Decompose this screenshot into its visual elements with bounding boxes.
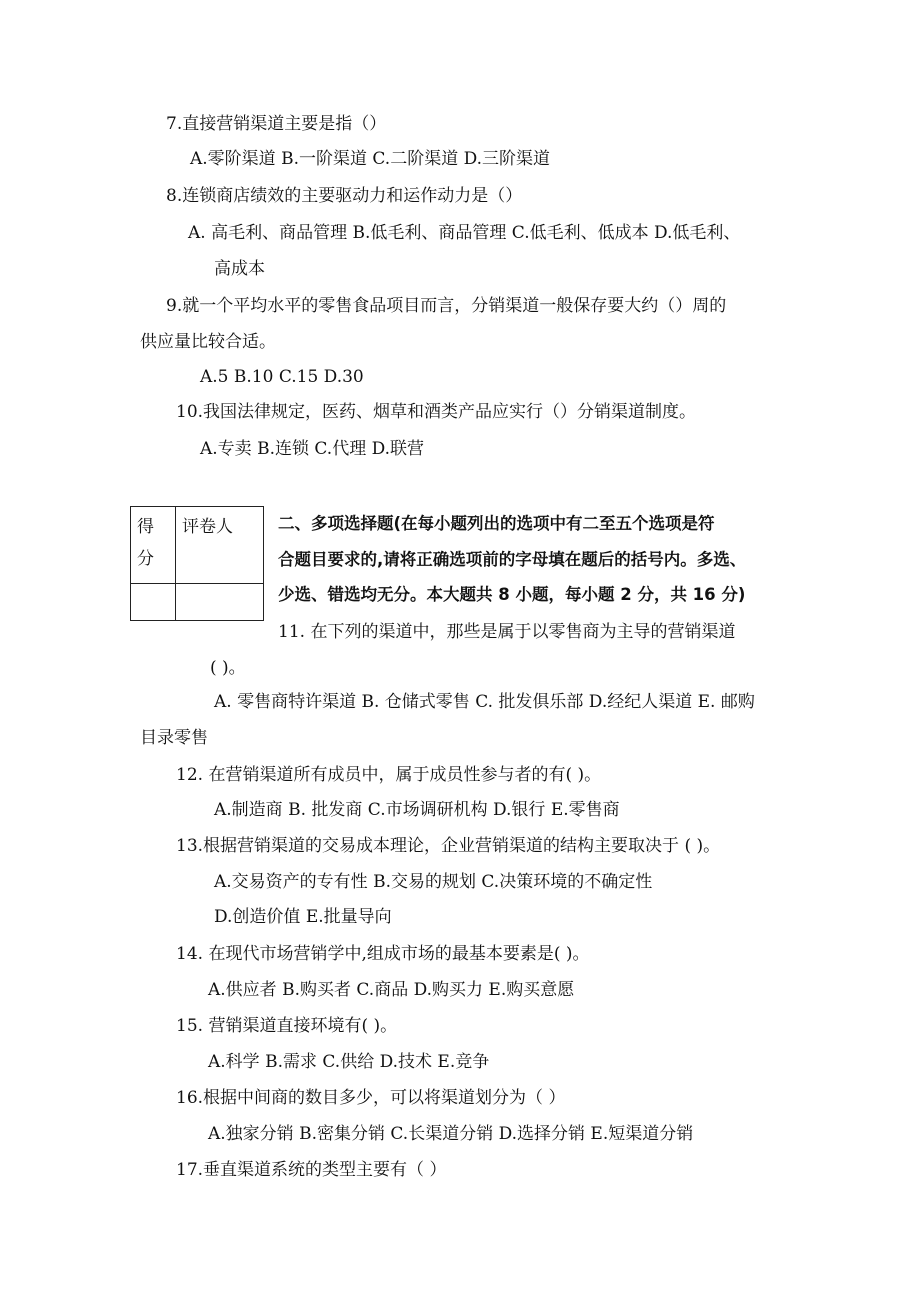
question-11-stem: 11. 在下列的渠道中，那些是属于以零售商为主导的营销渠道: [278, 622, 736, 642]
question-16-stem: 16.根据中间商的数目多少，可以将渠道划分为（ ）: [176, 1088, 566, 1108]
question-9-stem-cont: 供应量比较合适。: [140, 332, 276, 352]
question-12-options: A.制造商 B. 批发商 C.市场调研机构 D.银行 E.零售商: [214, 800, 620, 820]
question-13-stem: 13.根据营销渠道的交易成本理论，企业营销渠道的结构主要取决于 ( )。: [176, 836, 721, 856]
question-13-options-cont: D.创造价值 E.批量导向: [214, 907, 392, 927]
question-8-options: A. 高毛利、商品管理 B.低毛利、商品管理 C.低毛利、低成本 D.低毛利、: [188, 223, 741, 243]
question-11-stem-cont: ( )。: [210, 658, 246, 678]
question-9-stem: 9.就一个平均水平的零售食品项目而言，分销渠道一般保存要大约（）周的: [166, 296, 727, 316]
question-17-stem: 17.垂直渠道系统的类型主要有（ ）: [176, 1160, 447, 1180]
question-9-options: A.5 B.10 C.15 D.30: [200, 367, 364, 387]
score-box: [130, 506, 264, 621]
score-label: 得分: [131, 507, 176, 584]
question-14-options: A.供应者 B.购买者 C.商品 D.购买力 E.购买意愿: [208, 980, 575, 1000]
question-11-options: A. 零售商特许渠道 B. 仓储式零售 C. 批发俱乐部 D.经纪人渠道 E. 邮购: [214, 692, 755, 712]
question-13-options: A.交易资产的专有性 B.交易的规划 C.决策环境的不确定性: [214, 872, 653, 892]
question-12-stem: 12. 在营销渠道所有成员中，属于成员性参与者的有( )。: [176, 765, 602, 785]
score-cell[interactable]: [131, 584, 176, 621]
grader-cell[interactable]: [176, 584, 264, 621]
question-15-options: A.科学 B.需求 C.供给 D.技术 E.竞争: [208, 1052, 490, 1072]
question-15-stem: 15. 营销渠道直接环境有( )。: [176, 1016, 398, 1036]
section2-title-line-3: 少选、错选均无分。本大题共 8 小题，每小题 2 分，共 16 分): [278, 585, 746, 604]
section2-title-line-1: 二、多项选择题(在每小题列出的选项中有二至五个选项是符: [278, 514, 715, 533]
question-10-options: A.专卖 B.连锁 C.代理 D.联营: [200, 439, 425, 459]
question-10-stem: 10.我国法律规定，医药、烟草和酒类产品应实行（）分销渠道制度。: [176, 402, 697, 422]
question-8-stem: 8.连锁商店绩效的主要驱动力和运作动力是（）: [166, 186, 523, 206]
question-8-options-cont: 高成本: [214, 259, 265, 279]
question-7-stem: 7.直接营销渠道主要是指（）: [166, 114, 387, 134]
question-7-options: A.零阶渠道 B.一阶渠道 C.二阶渠道 D.三阶渠道: [190, 149, 551, 169]
question-14-stem: 14. 在现代市场营销学中,组成市场的最基本要素是( )。: [176, 944, 590, 964]
question-11-options-cont: 目录零售: [140, 728, 208, 748]
section2-title-line-2: 合题目要求的,请将正确选项前的字母填在题后的括号内。多选、: [278, 550, 747, 569]
question-16-options: A.独家分销 B.密集分销 C.长渠道分销 D.选择分销 E.短渠道分销: [208, 1124, 694, 1144]
grader-label: 评卷人: [176, 507, 264, 584]
